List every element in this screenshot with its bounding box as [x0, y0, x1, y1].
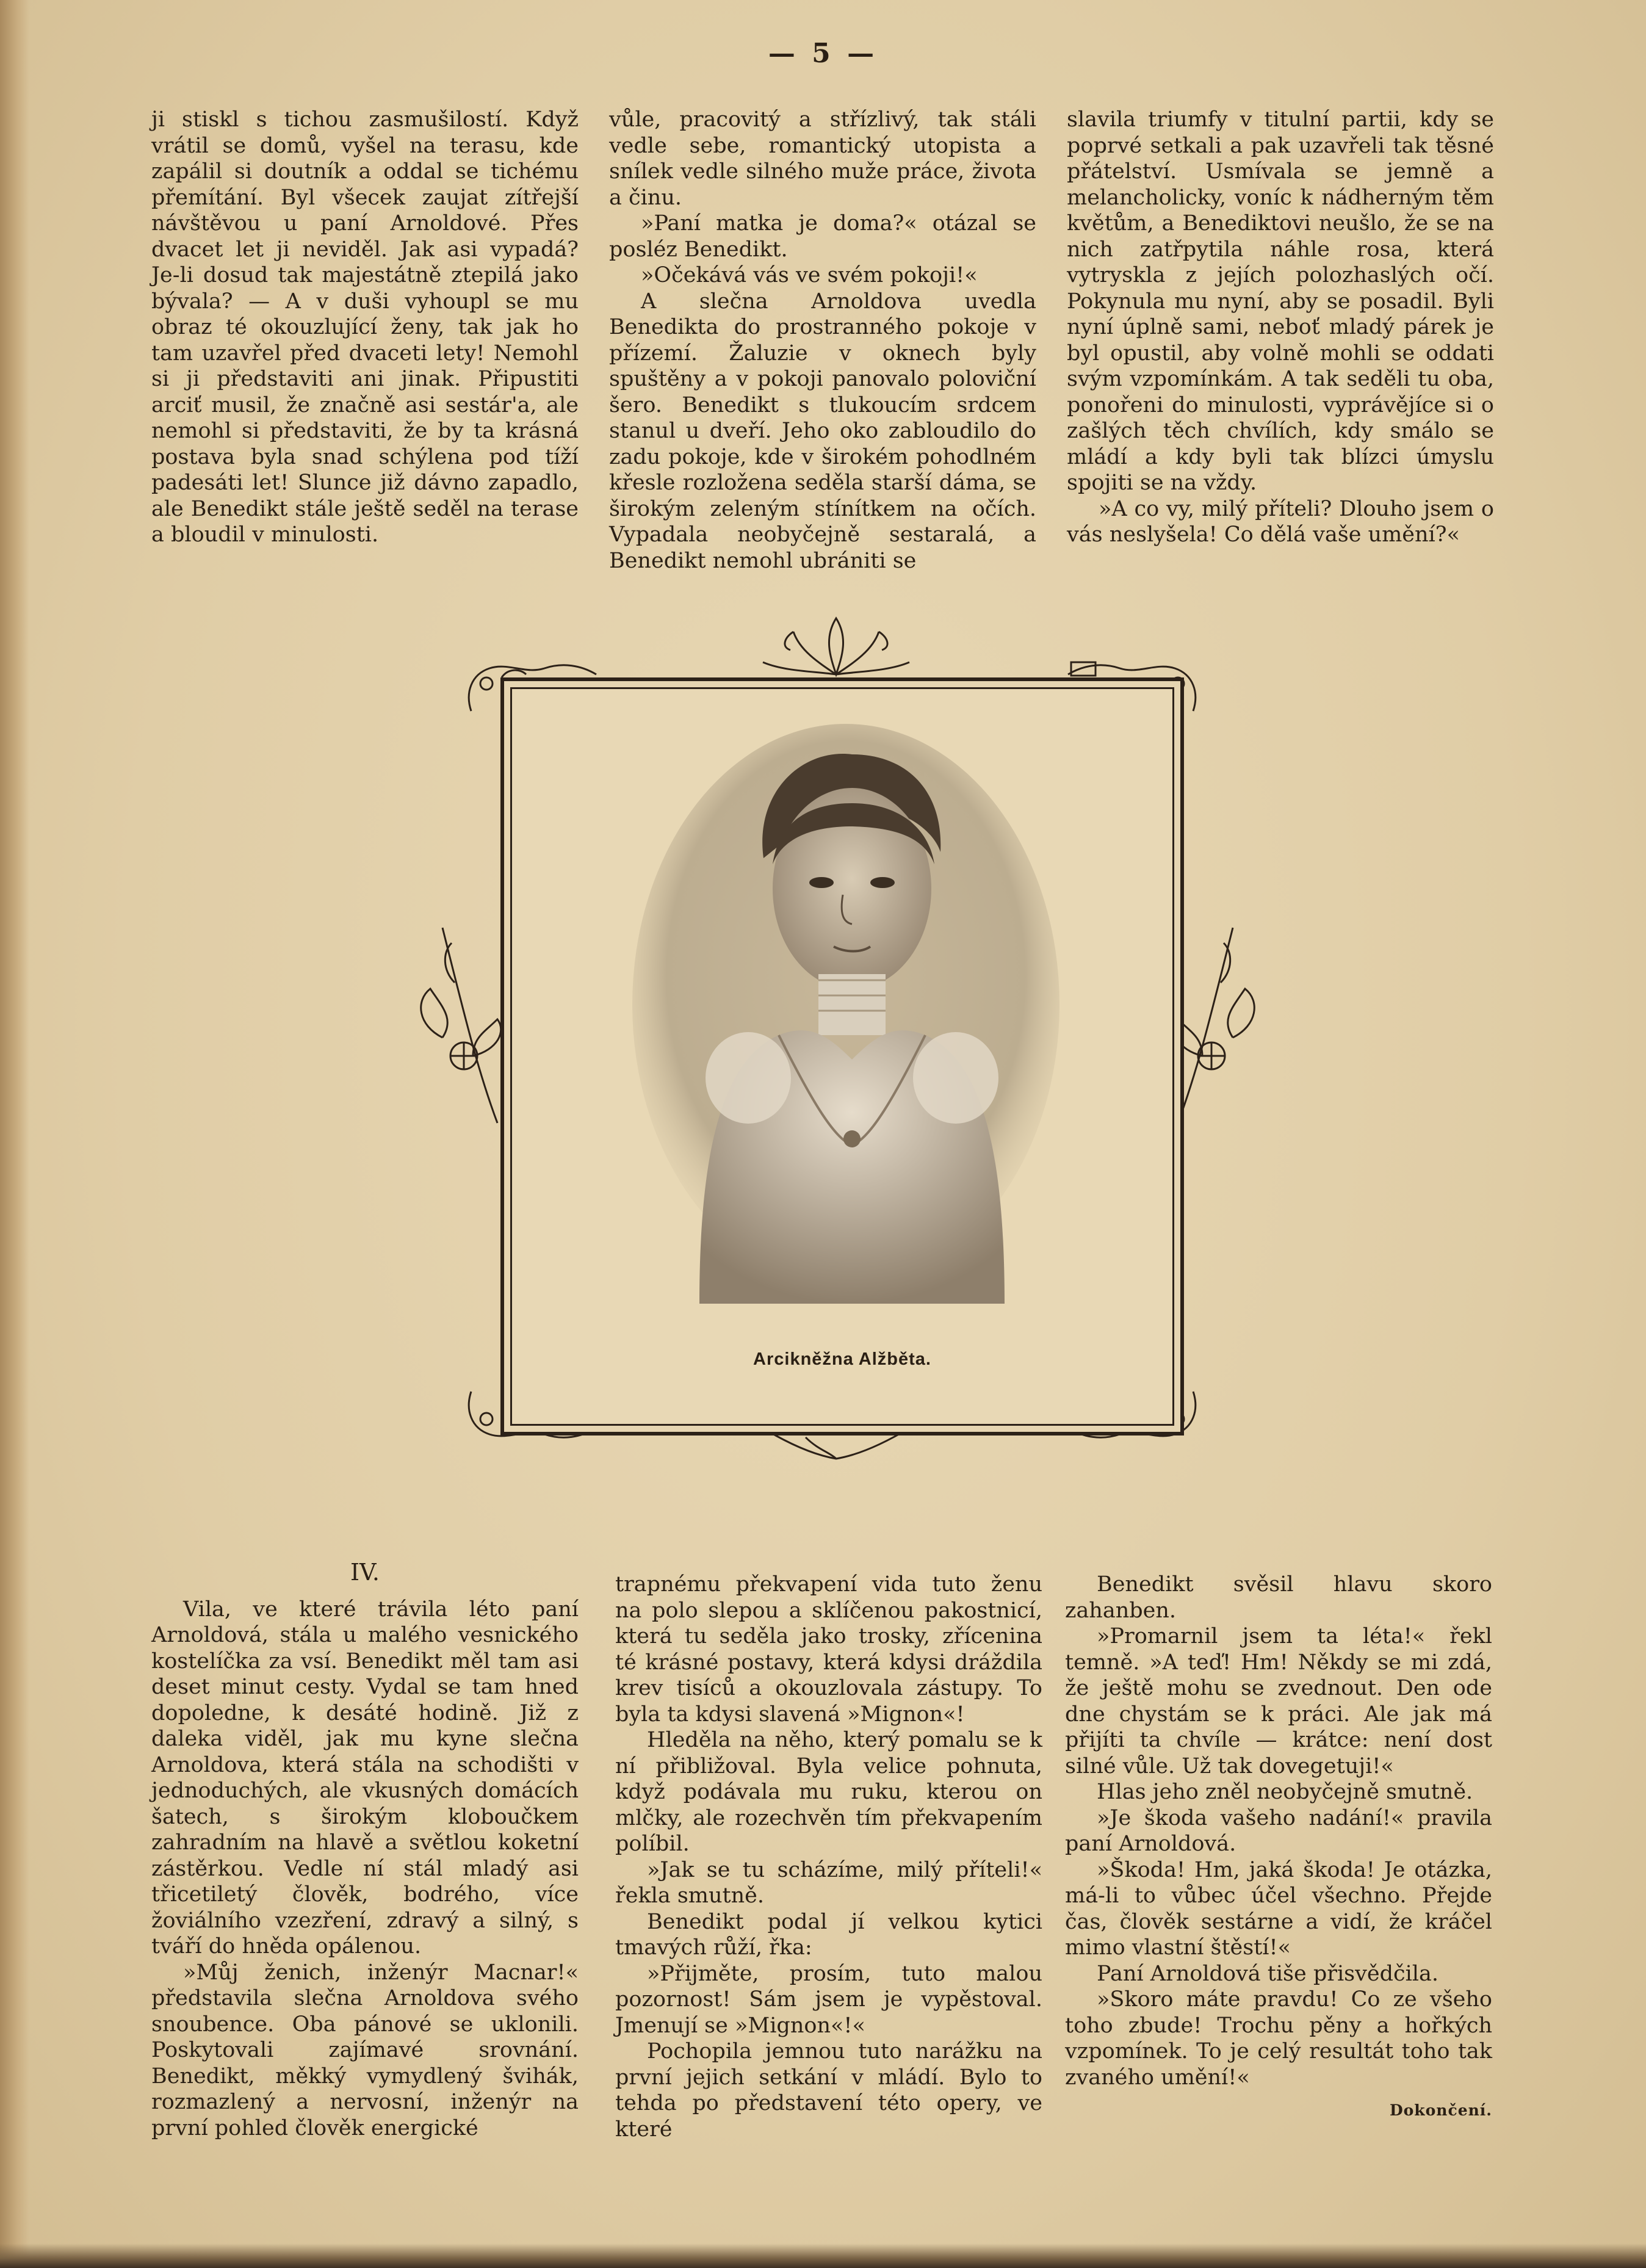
illustration-caption: Arcikněžna Alžběta. [753, 1349, 931, 1369]
paragraph: »Přijměte, prosím, tuto malou pozornost! Sám jsem je vypěstoval. Jmenují se »Mignon«!« [615, 1961, 1042, 2038]
page-binding-edge [0, 0, 29, 2268]
paragraph: Pochopila jemnou tuto narážku na první jejich setkání v mládí. Bylo to tehda po představení této opery, ve které [615, 2039, 1042, 2142]
page-number: — 5 — [768, 38, 878, 69]
end-note: Dokončení. [1389, 2101, 1492, 2119]
paragraph: trapnému překvapení vida tuto ženu na polo slepou a sklíčenou pakostnicí, která tu seděla jako trosky, zřícenina té krásné postavy, která kdysi dráždila krev tisíců a okouzlovala zástupy. To byla ta kdysi slavená »Mignon«! [615, 1572, 1042, 1727]
paragraph: »Můj ženich, inženýr Macnar!« představila slečna Arnoldova svého snoubence. Oba pánové se uklonili. Poskytovali zajímavé srovnání. Benedikt, měkký vymydlený švihák, rozmazlený a nervosní, inženýr na první pohled člověk energické [151, 1960, 579, 2140]
paragraph: Hlas jeho zněl neobyčejně smutně. [1097, 1780, 1473, 1804]
text-column-1 [151, 107, 579, 548]
paragraph: Paní Arnoldová tiše přisvědčila. [1097, 1961, 1438, 1986]
paragraph: slavila triumfy v titulní partii, kdy se poprvé setkali a pak uzavřeli tak těsné přátelství. Usmívala se jemně a melancholicky, voníc k nádherným těm květům, a Benediktovi neušlo, že se na nich zatřpytila náhle rosa, která vytryskla z jejích polozhaslých očí. Pokynula mu nyní, aby se posadil. Byli nyní úplně sami, neboť mladý párek je byl opustil, aby volně mohli se oddati svým vzpomínkám. A tak seděli tu oba, ponořeni do minulosti, vyprávějíce si o zašlých těch chvílích, kdy smálo se mládí a kdy byli tak blízci úmyslu spojiti se na vždy. [1067, 107, 1494, 495]
text-column-4 [151, 1559, 579, 2141]
flower-ornament-left-icon [406, 916, 516, 1135]
paragraph: »Promarnil jsem ta léta!« řekl temně. »A teď! Hm! Někdy se mi zdá, že ještě mohu se zvednout. Den ode dne chystám se k práci. Ale jak má přijíti ta chvíle — krátce: není dost silné vůle. Už tak dovegetuji!« [1065, 1624, 1492, 1779]
paragraph: Benedikt svěsil hlavu skoro zahanben. [1065, 1572, 1492, 1623]
paragraph: »Očekává vás ve svém pokoji!« [641, 263, 978, 287]
paragraph: vůle, pracovitý a střízlivý, tak stáli vedle sebe, romantický utopista a snílek vedle silného muže práce, života a činu. [609, 107, 1036, 210]
text-column-2 [609, 107, 1036, 574]
paragraph: »Jak se tu scházíme, milý příteli!« řekla smutně. [615, 1857, 1042, 1908]
illustration-frame [500, 677, 1184, 1436]
paragraph: »Paní matka je doma?« otázal se posléz Benedikt. [609, 211, 1036, 262]
page-bottom-edge [0, 2244, 1646, 2268]
paragraph: »Skoro máte pravdu! Co ze všeho toho zbude! Trochu pěny a hořkých vzpomínek. To je celý resultát toho tak zvaného umění!« [1065, 1987, 1492, 2090]
text-column-5 [615, 1572, 1042, 2142]
paragraph: »Škoda! Hm, jaká škoda! Je otázka, má-li to vůbec účel všechno. Přejde čas, člověk sestárne a vidí, že kráčel mimo vlastní štěstí!« [1065, 1857, 1492, 1960]
text-column-3 [1067, 107, 1494, 548]
paragraph: »Je škoda vašeho nadání!« pravila paní Arnoldová. [1065, 1805, 1492, 1856]
paragraph: »A co vy, milý příteli? Dlouho jsem o vás neslyšela! Co dělá vaše umění?« [1067, 496, 1494, 547]
paragraph: ji stiskl s tichou zasmušilostí. Když vrátil se domů, vyšel na terasu, kde zapálil si doutník a oddal se tichému přemítání. Byl všecek zaujat zítřejší návštěvou u paní Arnoldové. Přes dvacet let ji neviděl. Jak asi vypadá? Je-li dosud tak majestátně ztepilá jako bývala? — A v duši vyhoupl se mu obraz té okouzlující ženy, tak jak ho tam uzavřel před dvaceti lety! Nemohl si ji představiti ani jinak. Připustiti arciť musil, že značně asi sestár'a, ale nemohl si představiti, že by ta krásná postava byla snad schýlena pod tíží padesáti let! Slunce již dávno zapadlo, ale Benedikt stále ještě seděl na terase a bloudil v minulosti. [151, 107, 579, 547]
portrait-photograph [626, 718, 1066, 1304]
paragraph: Benedikt podal jí velkou kytici tmavých růží, řka: [615, 1909, 1042, 1960]
paragraph: Hleděla na něho, který pomalu se k ní přibližoval. Byla velice pohnuta, když podávala mu ruku, kterou on mlčky, ale rozechvěn tím překvapením políbil. [615, 1728, 1042, 1856]
top-ornament-icon [757, 613, 915, 681]
chapter-heading: IV. [350, 1559, 380, 1586]
text-column-6 [1065, 1572, 1492, 2124]
paragraph: Vila, ve které trávila léto paní Arnoldová, stála u malého vesnického kostelíčka za vsí. Benedikt měl tam asi deset minut cesty. Vydal se tam hned dopoledne, k desáté hodině. Již z daleka viděl, jak mu kyne slečna Arnoldova, která stála na schodišti v jednoduchých, ale vkusných domácích šatech, s širokým kloboučkem zahradním na hlavě a světlou koketní zástěrkou. Vedle ní stál mladý asi třicetiletý člověk, bodrého, více žoviálního vzezření, zdravý a silný, s tváří do hněda opálenou. [151, 1597, 579, 1959]
paragraph: A slečna Arnoldova uvedla Benedikta do prostranného pokoje v přízemí. Žaluzie v oknech byly spuštěny a v pokoji panovalo poloviční šero. Benedikt s tlukoucím srdcem stanul u dveří. Jeho oko zabloudilo do zadu pokoje, kde v širokém pohodlném křesle rozložena seděla starší dáma, se širokým zeleným stínítkem na očích. Vypadala neobyčejně sestaralá, a Benedikt nemohl ubrániti se [609, 289, 1036, 573]
